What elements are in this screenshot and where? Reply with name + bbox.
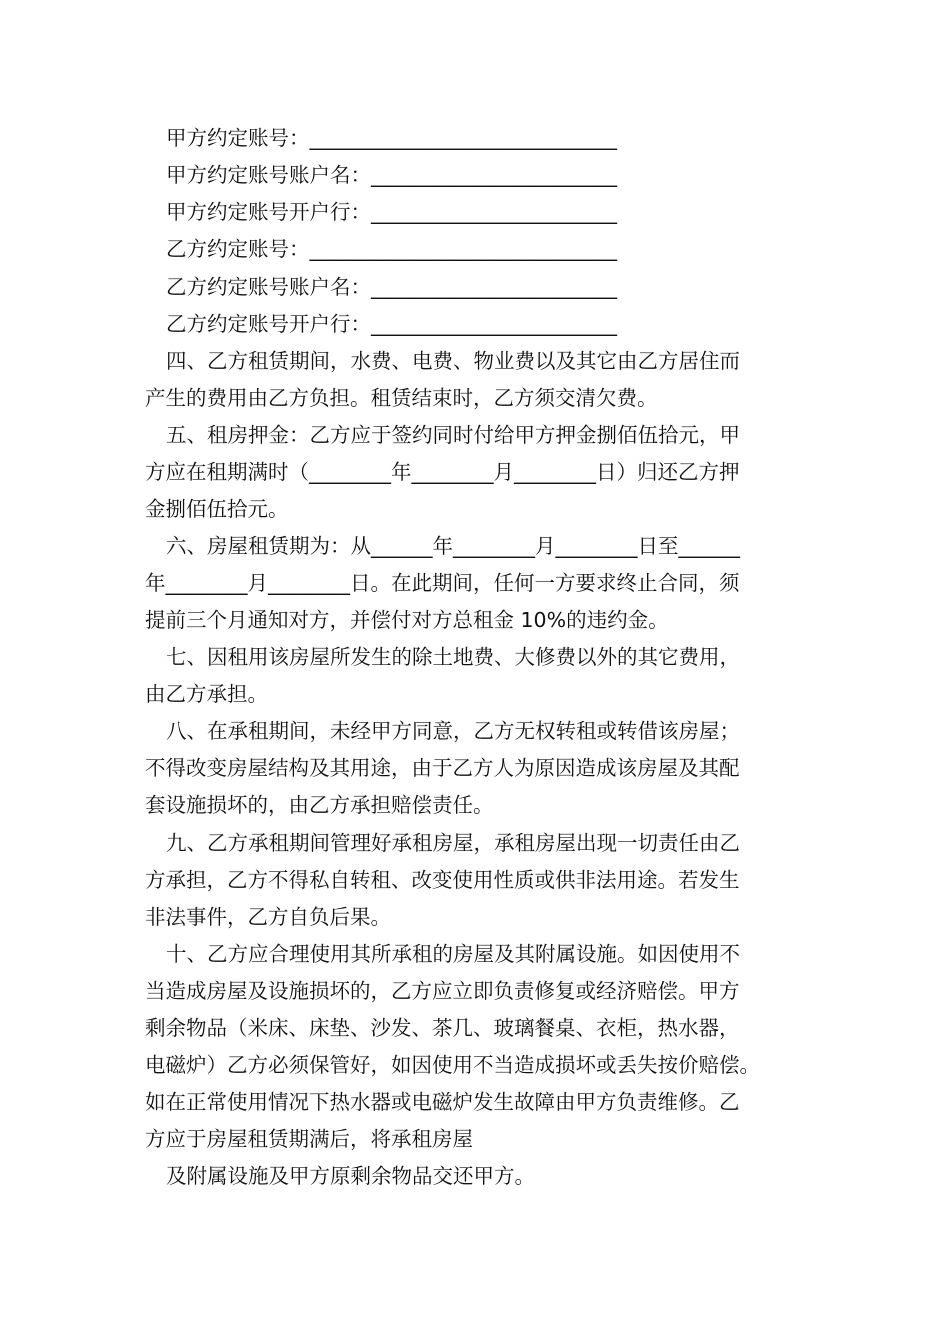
clause-5-line-1: 五、租房押金：乙方应于签约同时付给甲方押金捌佰伍拾元，甲	[166, 423, 740, 447]
clause-6-line-2: 年________月________日。在此期间，任何一方要求终止合同，须	[145, 571, 740, 595]
clause-10-line-6: 方应于房屋租赁期满后，将承租房屋	[145, 1127, 473, 1151]
clause-10-line-7: 及附属设施及甲方原剩余物品交还甲方。	[166, 1164, 535, 1188]
party-a-account-line: 甲方约定账号：______________________________	[166, 126, 617, 150]
clause-9-line-1: 九、乙方承租期间管理好承租房屋，承租房屋出现一切责任由乙	[166, 831, 740, 855]
party-b-account-name-line: 乙方约定账号账户名：________________________	[166, 275, 617, 299]
party-a-account-name-line: 甲方约定账号账户名：________________________	[166, 163, 617, 187]
clause-5-line-2: 方应在租期满时（________年________月________日）归还乙方押	[145, 460, 740, 484]
clause-7-line-2: 由乙方承担。	[145, 682, 268, 706]
clause-5-line-3: 金捌佰伍拾元。	[145, 497, 289, 521]
clause-7-line-1: 七、因租用该房屋所发生的除土地费、大修费以外的其它费用，	[166, 645, 740, 669]
clause-9-line-2: 方承担，乙方不得私自转租、改变使用性质或供非法用途。若发生	[145, 868, 740, 892]
clause-6-line-1: 六、房屋租赁期为：从______年________月________日至______	[166, 534, 740, 558]
clause-4-line-1: 四、乙方租赁期间，水费、电费、物业费以及其它由乙方居住而	[166, 349, 740, 373]
clause-8-line-1: 八、在承租期间，未经甲方同意，乙方无权转租或转借该房屋；	[166, 719, 740, 743]
party-a-bank-line: 甲方约定账号开户行：________________________	[166, 200, 617, 224]
clause-4-line-2: 产生的费用由乙方负担。租赁结束时，乙方须交清欠费。	[145, 386, 658, 410]
clause-10-line-2: 当造成房屋及设施损坏的，乙方应立即负责修复或经济赔偿。甲方	[145, 979, 740, 1003]
party-b-account-line: 乙方约定账号：______________________________	[166, 237, 617, 261]
clause-8-line-2: 不得改变房屋结构及其用途，由于乙方人为原因造成该房屋及其配	[145, 756, 740, 780]
clause-10-line-1: 十、乙方应合理使用其所承租的房屋及其附属设施。如因使用不	[166, 942, 740, 966]
clause-8-line-3: 套设施损坏的，由乙方承担赔偿责任。	[145, 793, 494, 817]
clause-10-line-4: 电磁炉）乙方必须保管好，如因使用不当造成损坏或丢失按价赔偿。	[145, 1053, 760, 1077]
clause-6-line-3: 提前三个月通知对方，并偿付对方总租金 10%的违约金。	[145, 608, 669, 632]
clause-9-line-3: 非法事件，乙方自负后果。	[145, 905, 391, 929]
party-b-bank-line: 乙方约定账号开户行：________________________	[166, 312, 617, 336]
clause-10-line-3: 剩余物品（米床、床垫、沙发、茶几、玻璃餐桌、衣柜，热水器，	[145, 1016, 740, 1040]
clause-10-line-5: 如在正常使用情况下热水器或电磁炉发生故障由甲方负责维修。乙	[145, 1090, 740, 1114]
